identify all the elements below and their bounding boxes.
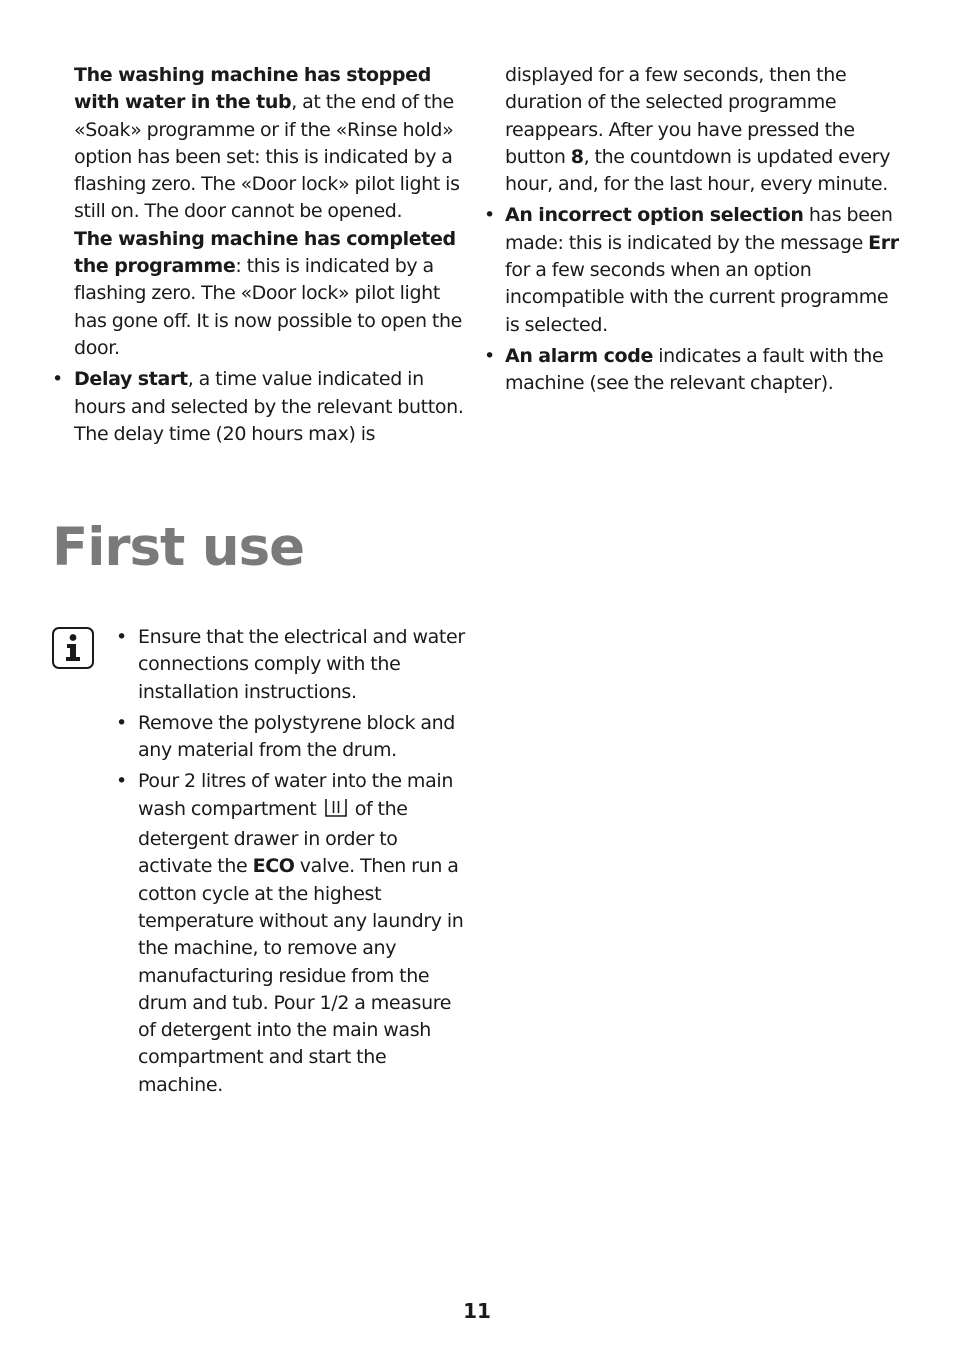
list-item-delay-start [52,366,466,448]
bold-eco: ECO [252,855,295,878]
list-item [116,624,468,706]
bold-heading: An alarm code [505,344,654,367]
paragraph-text: , at the end of the «Soak» programme or if the «Rinse hold» option has been set: this is indicated by a flashing zero. The «Door lock» pilot light is still on. The door cannot be opened. [74,91,460,223]
bullet: • [116,711,127,734]
paragraph-text: , the countdown is updated every hour, and, for the last hour, every minute. [505,145,891,196]
bullet: • [484,204,495,227]
bullet: • [484,344,495,367]
paragraph-text: : this is indicated by a flashing zero. The «Door lock» pilot light has gone off. It is now possible to open the door. [74,255,463,359]
paragraph-text: , a time value indicated in hours and selected by the relevant button. The delay time (20 hours max) is [74,368,464,445]
main-wash-compartment-icon [324,798,348,826]
left-column [52,62,466,448]
list-item-text: of the detergent drawer in order to activate the [138,797,408,878]
list-item-text: Remove the polystyrene block and any material from the drum. [138,711,456,762]
bullet: • [52,368,63,391]
bold-heading: Delay start [74,368,188,391]
bullet: • [116,626,127,648]
bold-message: Err [868,231,899,254]
list-item [116,768,468,1099]
list-item-text: Ensure that the electrical and water connections comply with the installation instructions. [138,626,465,703]
first-use-list [116,624,468,1099]
bullet: • [116,770,127,793]
list-item-text: Pour 2 litres of water into the main wash compartment [138,770,454,820]
list-item [116,710,468,765]
list-item-text: valve. Then run a cotton cycle at the highest temperature without any laundry in the machine, to remove any manufacturing residue from the drum and tub. Pour 1/2 a measure of detergent into the main wash compartment and start the machine. [138,855,464,1096]
list-item-incorrect-option [484,202,905,338]
bold-button-number: 8 [570,145,584,168]
paragraph-text: indicates a fault with the machine (see the relevant chapter). [505,344,884,395]
info-icon [52,627,94,669]
section-title-first-use: First use [52,517,305,578]
right-column [484,62,905,398]
bold-heading: An incorrect option selection [505,204,804,227]
paragraph-text: has been made: this is indicated by the message [505,204,893,254]
paragraph-stopped-with-water [74,62,466,226]
bold-heading: The washing machine has completed the programme [74,227,456,278]
paragraph-text: displayed for a few seconds, then the duration of the selected programme reappears. After you have pressed the button [505,64,855,168]
bold-heading: The washing machine has stopped with water in the tub [74,64,431,114]
paragraph-completed-programme [74,226,466,362]
page-number: 11 [463,1299,491,1323]
list-item-alarm-code [484,343,905,398]
paragraph-continuation [505,62,905,198]
paragraph-text: for a few seconds when an option incompatible with the current programme is selected. [505,259,889,336]
